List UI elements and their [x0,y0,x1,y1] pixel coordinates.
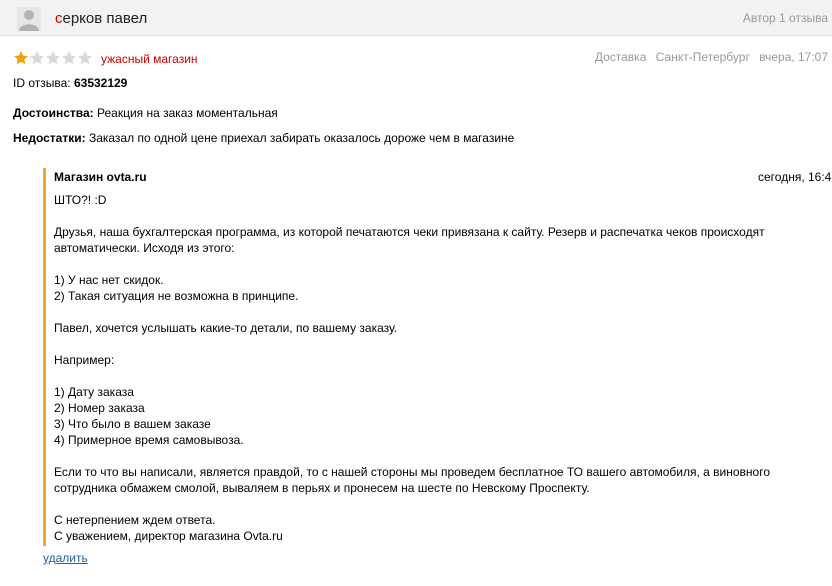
reply-line: Павел, хочется услышать какие-то детали, по вашему заказу. [54,321,398,335]
reply-line: С нетерпением ждем ответа. [54,513,216,527]
reply-blank-line [54,448,832,464]
author-name-initial: с [55,10,63,27]
review-id [13,76,127,90]
reply-blank-line [54,256,832,272]
cons-text: Заказал по одной цене приехал забирать оказалось дороже чем в магазине [88,131,515,145]
reply-blank-line [54,304,832,320]
reply-line: 2) Такая ситуация не возможна в принципе. [54,289,299,303]
shop-reply [43,168,832,546]
reply-blank-line [54,368,832,384]
reply-line: Если то что вы написали, является правдой, то с нашей стороны мы проведем бесплатное ТО вашего автомобиля, а виновного [54,465,771,479]
reply-line: С уважением, директор магазина Ovta.ru [54,529,283,543]
review-id-value: 63532129 [73,76,128,90]
reply-body [54,192,832,544]
reply-line: 1) У нас нет скидок. [54,273,164,287]
pros-label: Достоинства: [13,106,94,120]
reply-line: автоматически. Исходя из этого: [54,241,235,255]
review-date: вчера, 17:07 [759,50,828,64]
reply-line: 4) Примерное время самовывоза. [54,433,244,447]
reply-date: сегодня, 16:4 [758,170,832,184]
reply-shop-name: Магазин ovta.ru [54,170,147,184]
reply-line: сотрудника обмажем смолой, вываляем в перьях и пронесем на шесте по Невскому Проспекту. [54,481,590,495]
cons-label: Недостатки: [13,131,86,145]
reply-line: Друзья, наша бухгалтерская программа, из которой печатаются чеки привязана к сайту. Резерв и распечатка чеков происходят [54,225,765,239]
user-avatar-icon [17,7,41,31]
review-author-header [0,0,832,36]
reply-line: ШТО?! :D [54,193,107,207]
reply-blank-line [54,496,832,512]
author-review-count: Автор 1 отзыва [742,11,828,25]
review-verdict: ужасный магазин [101,52,198,66]
pros-text: Реакция на заказ моментальная [97,106,278,120]
delivery-type: Доставка [594,50,647,64]
author-name-rest: ерков павел [62,10,148,27]
review-city: Санкт-Петербург [655,50,750,64]
star-rating [13,50,93,66]
review-pros [13,106,278,120]
review-cons [13,131,514,145]
star-empty-icon [29,50,45,66]
reply-line: 3) Что было в вашем заказе [54,417,211,431]
review-rating-row [13,50,828,66]
reply-blank-line [54,208,832,224]
delete-link[interactable]: удалить [43,551,88,565]
reply-line: 2) Номер заказа [54,401,145,415]
author-name[interactable] [55,10,147,27]
star-empty-icon [77,50,93,66]
reply-blank-line [54,336,832,352]
reply-line: 1) Дату заказа [54,385,134,399]
star-filled-icon [13,50,29,66]
review-meta [589,50,828,64]
reply-line: Например: [54,353,115,367]
star-empty-icon [61,50,77,66]
star-empty-icon [45,50,61,66]
review-id-label: ID отзыва: [13,76,71,90]
